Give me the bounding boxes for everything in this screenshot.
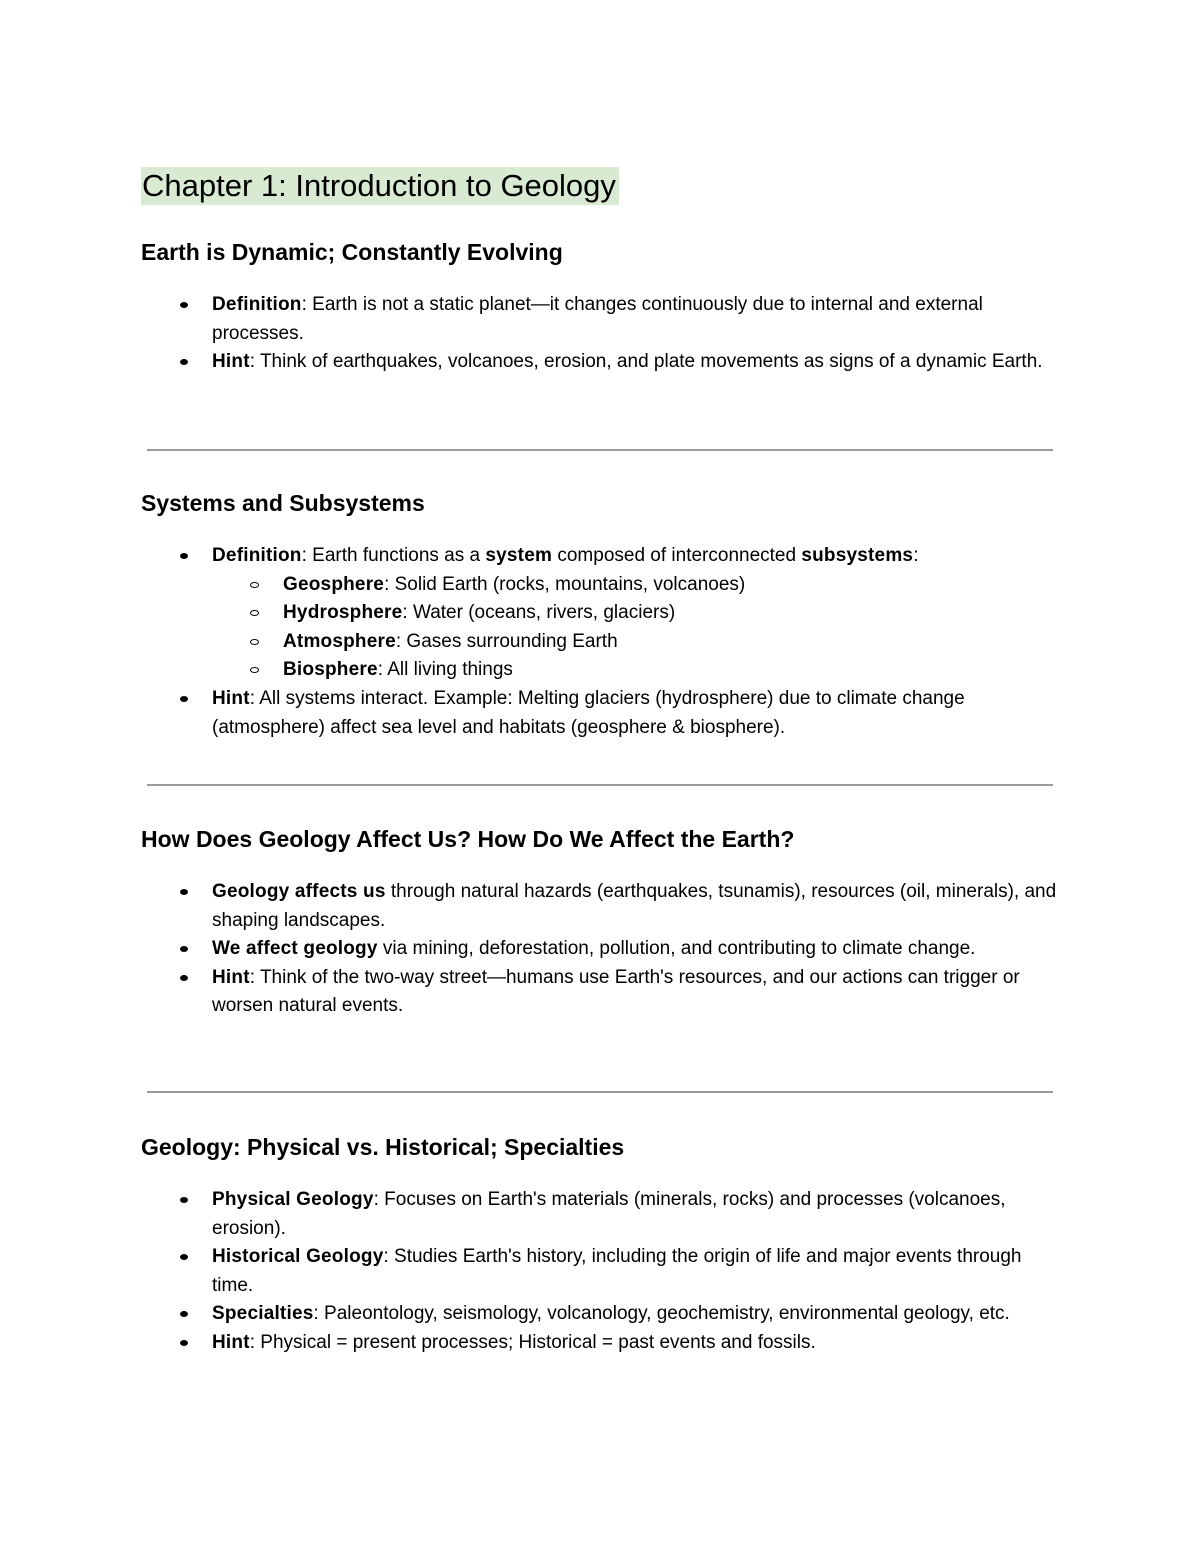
chapter-title-wrap — [141, 167, 619, 205]
hollow-bullet-icon — [250, 610, 259, 616]
bullet-text: : Physical = present processes; Historical = past events and fossils. — [249, 1331, 816, 1353]
hollow-bullet-icon — [250, 582, 259, 588]
bullet-text: composed of interconnected — [552, 545, 802, 566]
list-item — [212, 1243, 1061, 1300]
sub-text: : Gases surrounding Earth — [395, 630, 618, 652]
bullet-text: : Paleontology, seismology, volcanology, geochemistry, environmental geology, etc. — [313, 1303, 1010, 1325]
list-item — [212, 964, 1061, 1021]
bullet-icon — [180, 359, 188, 365]
sub-list-item — [283, 656, 1061, 685]
hollow-bullet-icon — [250, 639, 259, 645]
chapter-title: Chapter 1: Introduction to Geology — [141, 167, 619, 205]
bullet-icon — [180, 1311, 188, 1317]
section-heading: Geology: Physical vs. Historical; Specialties — [141, 1134, 625, 1160]
section-earth-dynamic — [141, 237, 1061, 377]
bullet-icon — [180, 1197, 188, 1203]
bullet-term: Hint — [212, 1331, 250, 1353]
list-item — [212, 878, 1061, 935]
bullet-list — [141, 1186, 1061, 1358]
bullet-term: Definition — [212, 545, 302, 566]
list-item — [212, 1300, 1061, 1329]
horizontal-rule — [147, 1091, 1053, 1093]
horizontal-rule — [147, 449, 1053, 451]
bullet-term: Specialties — [212, 1303, 314, 1325]
bullet-text: : — [913, 545, 919, 566]
bullet-icon — [180, 946, 188, 952]
bullet-term: Geology affects us — [212, 881, 386, 902]
bullet-text: : Think of earthquakes, volcanoes, erosion, and plate movements as signs of a dynamic Earth. — [249, 351, 1043, 373]
sub-text: : Water (oceans, rivers, glaciers) — [402, 602, 676, 624]
list-item — [212, 542, 1061, 685]
section-systems — [141, 488, 1061, 742]
horizontal-rule — [147, 784, 1053, 786]
sub-text: : Solid Earth (rocks, mountains, volcanoes) — [384, 573, 746, 595]
list-item — [212, 1329, 1061, 1358]
bullet-icon — [180, 302, 188, 308]
list-item — [212, 935, 1061, 964]
bullet-list — [141, 878, 1061, 1021]
bullet-term: We affect geology — [212, 938, 378, 960]
sub-term: Biosphere — [283, 659, 378, 681]
bullet-term: Definition — [212, 294, 302, 315]
list-item — [212, 685, 1061, 742]
section-heading: Earth is Dynamic; Constantly Evolving — [141, 239, 563, 265]
bullet-term: Hint — [212, 966, 250, 988]
bullet-list — [141, 542, 1061, 742]
bullet-list — [141, 291, 1061, 377]
section-heading: How Does Geology Affect Us? How Do We Affect the Earth? — [141, 826, 795, 852]
bullet-text: via mining, deforestation, pollution, and contributing to climate change. — [377, 938, 976, 960]
sub-term: Geosphere — [283, 573, 385, 595]
section-physical-historical — [141, 1132, 1061, 1358]
bullet-text: : All systems interact. Example: Melting glaciers (hydrosphere) due to climate change (atmosphere) affect sea level and habitats (geosphere & biosphere). — [212, 687, 965, 738]
section-heading: Systems and Subsystems — [141, 490, 425, 516]
sub-list-item — [283, 599, 1061, 628]
bullet-bold-subsystems: subsystems — [801, 545, 914, 566]
bullet-icon — [180, 889, 188, 895]
sub-term: Atmosphere — [283, 630, 396, 652]
sub-list-item — [283, 571, 1061, 600]
bullet-bold-system: system — [485, 545, 553, 566]
sub-text: : All living things — [377, 659, 513, 681]
bullet-term: Hint — [212, 687, 250, 709]
bullet-icon — [180, 553, 188, 559]
bullet-text: : Focuses on Earth's materials (minerals, rocks) and processes (volcanoes, erosion). — [212, 1189, 1006, 1239]
sub-term: Hydrosphere — [283, 602, 403, 624]
bullet-icon — [180, 1340, 188, 1346]
bullet-term: Hint — [212, 351, 250, 373]
bullet-text: through natural hazards (earthquakes, tsunamis), resources (oil, minerals), and shaping landscapes. — [212, 881, 1057, 931]
bullet-text: : Earth functions as a — [301, 545, 486, 566]
bullet-icon — [180, 696, 188, 702]
section-geology-affects — [141, 824, 1061, 1021]
list-item — [212, 291, 1061, 348]
bullet-text: : Earth is not a static planet—it changes continuously due to internal and external processes. — [212, 294, 983, 344]
bullet-term: Historical Geology — [212, 1246, 384, 1268]
bullet-text: : Think of the two-way street—humans use Earth's resources, and our actions can trigger or worsen natural events. — [212, 966, 1020, 1017]
hollow-bullet-icon — [250, 667, 259, 673]
list-item — [212, 1186, 1061, 1243]
sub-list-item — [283, 628, 1061, 657]
bullet-term: Physical Geology — [212, 1189, 374, 1210]
bullet-text: : Studies Earth's history, including the origin of life and major events through time. — [212, 1246, 1022, 1296]
bullet-icon — [180, 1254, 188, 1260]
bullet-icon — [180, 975, 188, 981]
list-item — [212, 348, 1061, 377]
sub-bullet-list — [212, 571, 1061, 685]
